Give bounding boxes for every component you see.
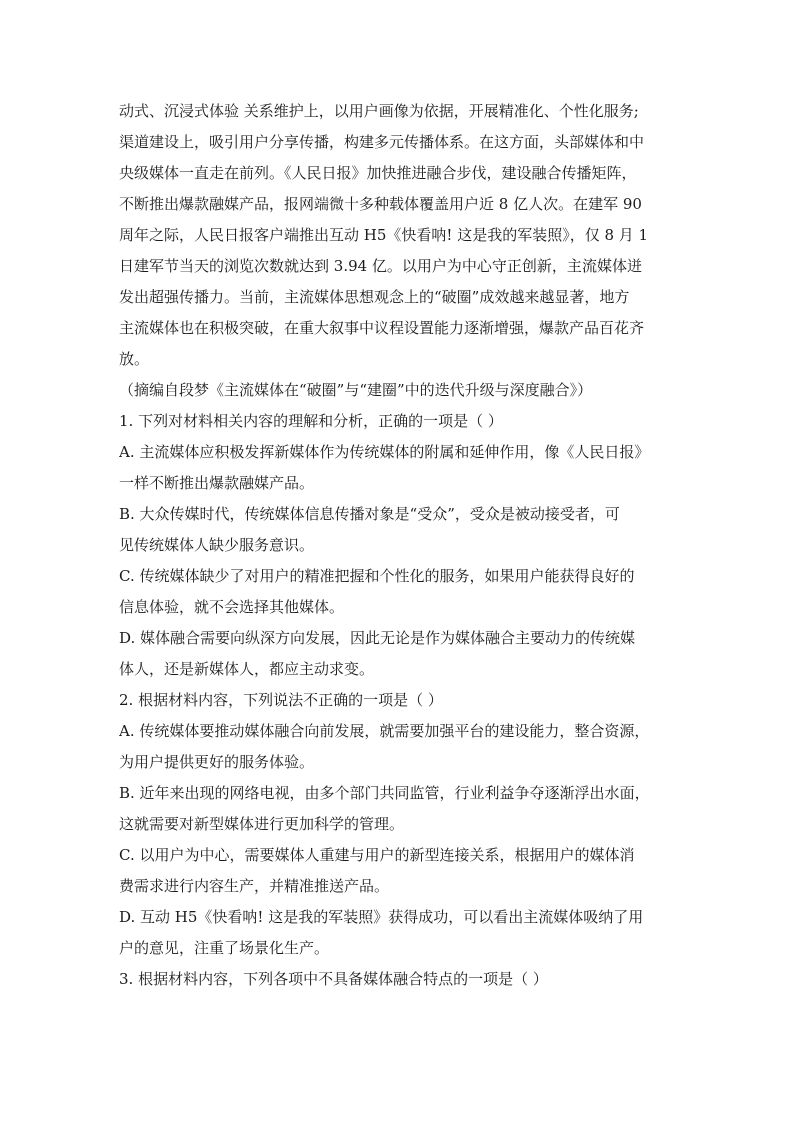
passage-line: 不断推出爆款融媒产品，报网端微十多种载体覆盖用户近 8 亿人次。在建军 90 (119, 195, 642, 213)
question-2-option-b-cont: 这就需要对新型媒体进行更加科学的管理。 (119, 815, 405, 833)
question-2-stem: 2. 根据材料内容，下列说法不正确的一项是（ ） (119, 691, 443, 709)
passage-line: 渠道建设上，吸引用户分享传播，构建多元传播体系。在这方面，头部媒体和中 (119, 133, 645, 151)
question-2-option-d: D. 互动 H5《快看呐! 这是我的军装照》获得成功，可以看出主流媒体吸纳了用 (119, 908, 644, 926)
question-3-stem: 3. 根据材料内容，下列各项中不具备媒体融合特点的一项是（ ） (119, 970, 548, 988)
passage-line: 日建军节当天的浏览次数就达到 3.94 亿。以用户为中心守正创新，主流媒体迸 (119, 257, 642, 275)
question-2-option-a: A. 传统媒体要推动媒体融合向前发展，就需要加强平台的建设能力，整合资源， (119, 722, 650, 740)
question-1-option-c-cont: 信息体验，就不会选择其他媒体。 (119, 598, 345, 616)
passage-line: 动式、沉浸式体验 关系维护上，以用户画像为依据，开展精准化、个性化服务; (119, 102, 639, 120)
document-body (119, 96, 675, 995)
question-2-option-b: B. 近年来出现的网络电视，由多个部门共同监管，行业利益争夺逐渐浮出水面， (119, 784, 650, 802)
question-1-option-d-cont: 体人，还是新媒体人，都应主动求变。 (119, 660, 375, 678)
passage-line: 发出超强传播力。当前，主流媒体思想观念上的“破圈”成效越来越显著，地方 (119, 288, 630, 306)
question-1-option-b-cont: 见传统媒体人缺少服务意识。 (119, 536, 315, 554)
question-1-stem: 1. 下列对材料相关内容的理解和分析，正确的一项是（ ） (119, 412, 503, 430)
passage-line: 主流媒体也在积极突破，在重大叙事中议程设置能力逐渐增强，爆款产品百花齐 (119, 319, 645, 337)
question-1-option-b: B. 大众传媒时代，传统媒体信息传播对象是“受众”，受众是被动接受者，可 (119, 505, 620, 523)
question-2-option-c: C. 以用户为中心，需要媒体人重建与用户的新型连接关系，根据用户的媒体消 (119, 846, 635, 864)
question-1-option-d: D. 媒体融合需要向纵深方向发展，因此无论是作为媒体融合主要动力的传统媒 (119, 629, 636, 647)
question-2-option-c-cont: 费需求进行内容生产，并精准推送产品。 (119, 877, 390, 895)
passage-line: 放。 (119, 350, 150, 368)
passage-line: 央级媒体一直走在前列。《人民日报》加快推进融合步伐，建设融合传播矩阵， (119, 164, 637, 182)
passage-line: 周年之际，人民日报客户端推出互动 H5《快看呐! 这是我的军装照》，仅 8 月 1 (119, 226, 649, 244)
question-1-option-c: C. 传统媒体缺少了对用户的精准把握和个性化的服务，如果用户能获得良好的 (119, 567, 635, 585)
question-1-option-a-cont: 一样不断推出爆款融媒产品。 (119, 474, 315, 492)
passage-source: （摘编自段梦《主流媒体在“破圈”与“建圈”中的迭代升级与深度融合》） (119, 381, 593, 399)
question-1-option-a: A. 主流媒体应积极发挥新媒体作为传统媒体的附属和延伸作用，像《人民日报》 (119, 443, 650, 461)
question-2-option-d-cont: 户的意见，注重了场景化生产。 (119, 939, 330, 957)
question-2-option-a-cont: 为用户提供更好的服务体验。 (119, 753, 315, 771)
